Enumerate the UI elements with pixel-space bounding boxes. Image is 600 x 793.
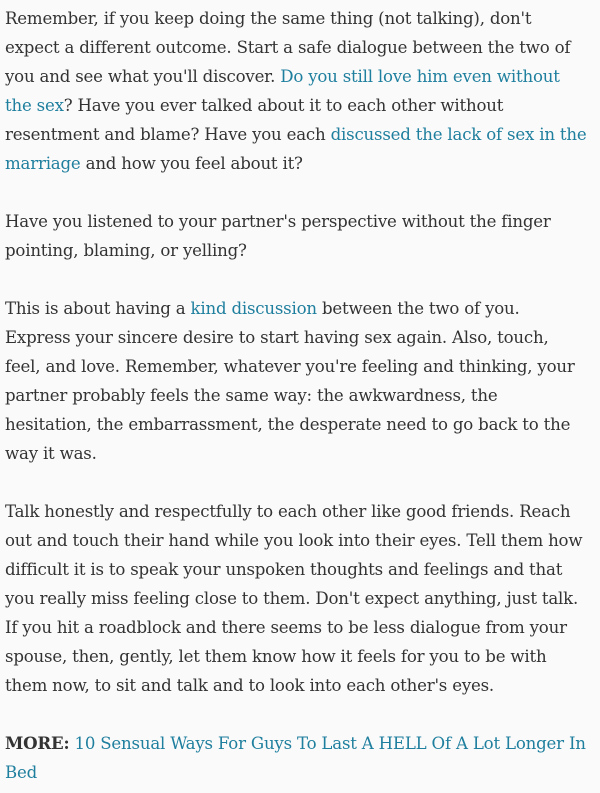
more-callout [5, 729, 588, 787]
paragraph-1-text-2: ? Have you ever talked about it to each other without resentment and blame? Have you each [5, 96, 504, 144]
paragraph-3 [5, 294, 588, 468]
paragraph-4: Talk honestly and respectfully to each other like good friends. Reach out and touch their hand while you look into their eyes. Tell them how difficult it is to speak your unspoken thoughts and feelings and that you really miss feeling close to them. Don't expect anything, just talk. If you hit a roadblock and there seems to be less dialogue from your spouse, then, gently, let them know how it feels for you to be with them now, to sit and talk and to look into each other's eyes. [5, 502, 583, 695]
more-label: MORE: [5, 733, 70, 753]
paragraph-1-text-3: and how you feel about it? [80, 154, 303, 173]
link-kind-discussion[interactable]: kind discussion [190, 299, 317, 318]
paragraph-1-text-1: Remember, if you keep doing the same thing (not talking), don't expect a different outcome. Start a safe dialogue between the two of you and see what you'll discover. [5, 9, 571, 86]
paragraph-2: Have you listened to your partner's perspective without the finger pointing, blaming, or yelling? [5, 212, 551, 260]
link-more-article[interactable]: 10 Sensual Ways For Guys To Last A HELL Of A Lot Longer In Bed [5, 734, 586, 782]
paragraph-3-text-1: This is about having a [5, 299, 191, 318]
link-discussed-lack-of-sex[interactable]: discussed the lack of sex in the marriage [5, 125, 587, 173]
link-still-love-him[interactable]: Do you still love him even without the sex [5, 67, 560, 115]
paragraph-3-text-2: between the two of you. Express your sincere desire to start having sex again. Also, touch, feel, and love. Remember, whatever you're feeling and thinking, your partner probably feels the same way: the awkwardness, the hesitation, the embarrassment, the desperate need to go back to the way it was. [5, 299, 575, 463]
paragraph-1 [5, 4, 588, 178]
